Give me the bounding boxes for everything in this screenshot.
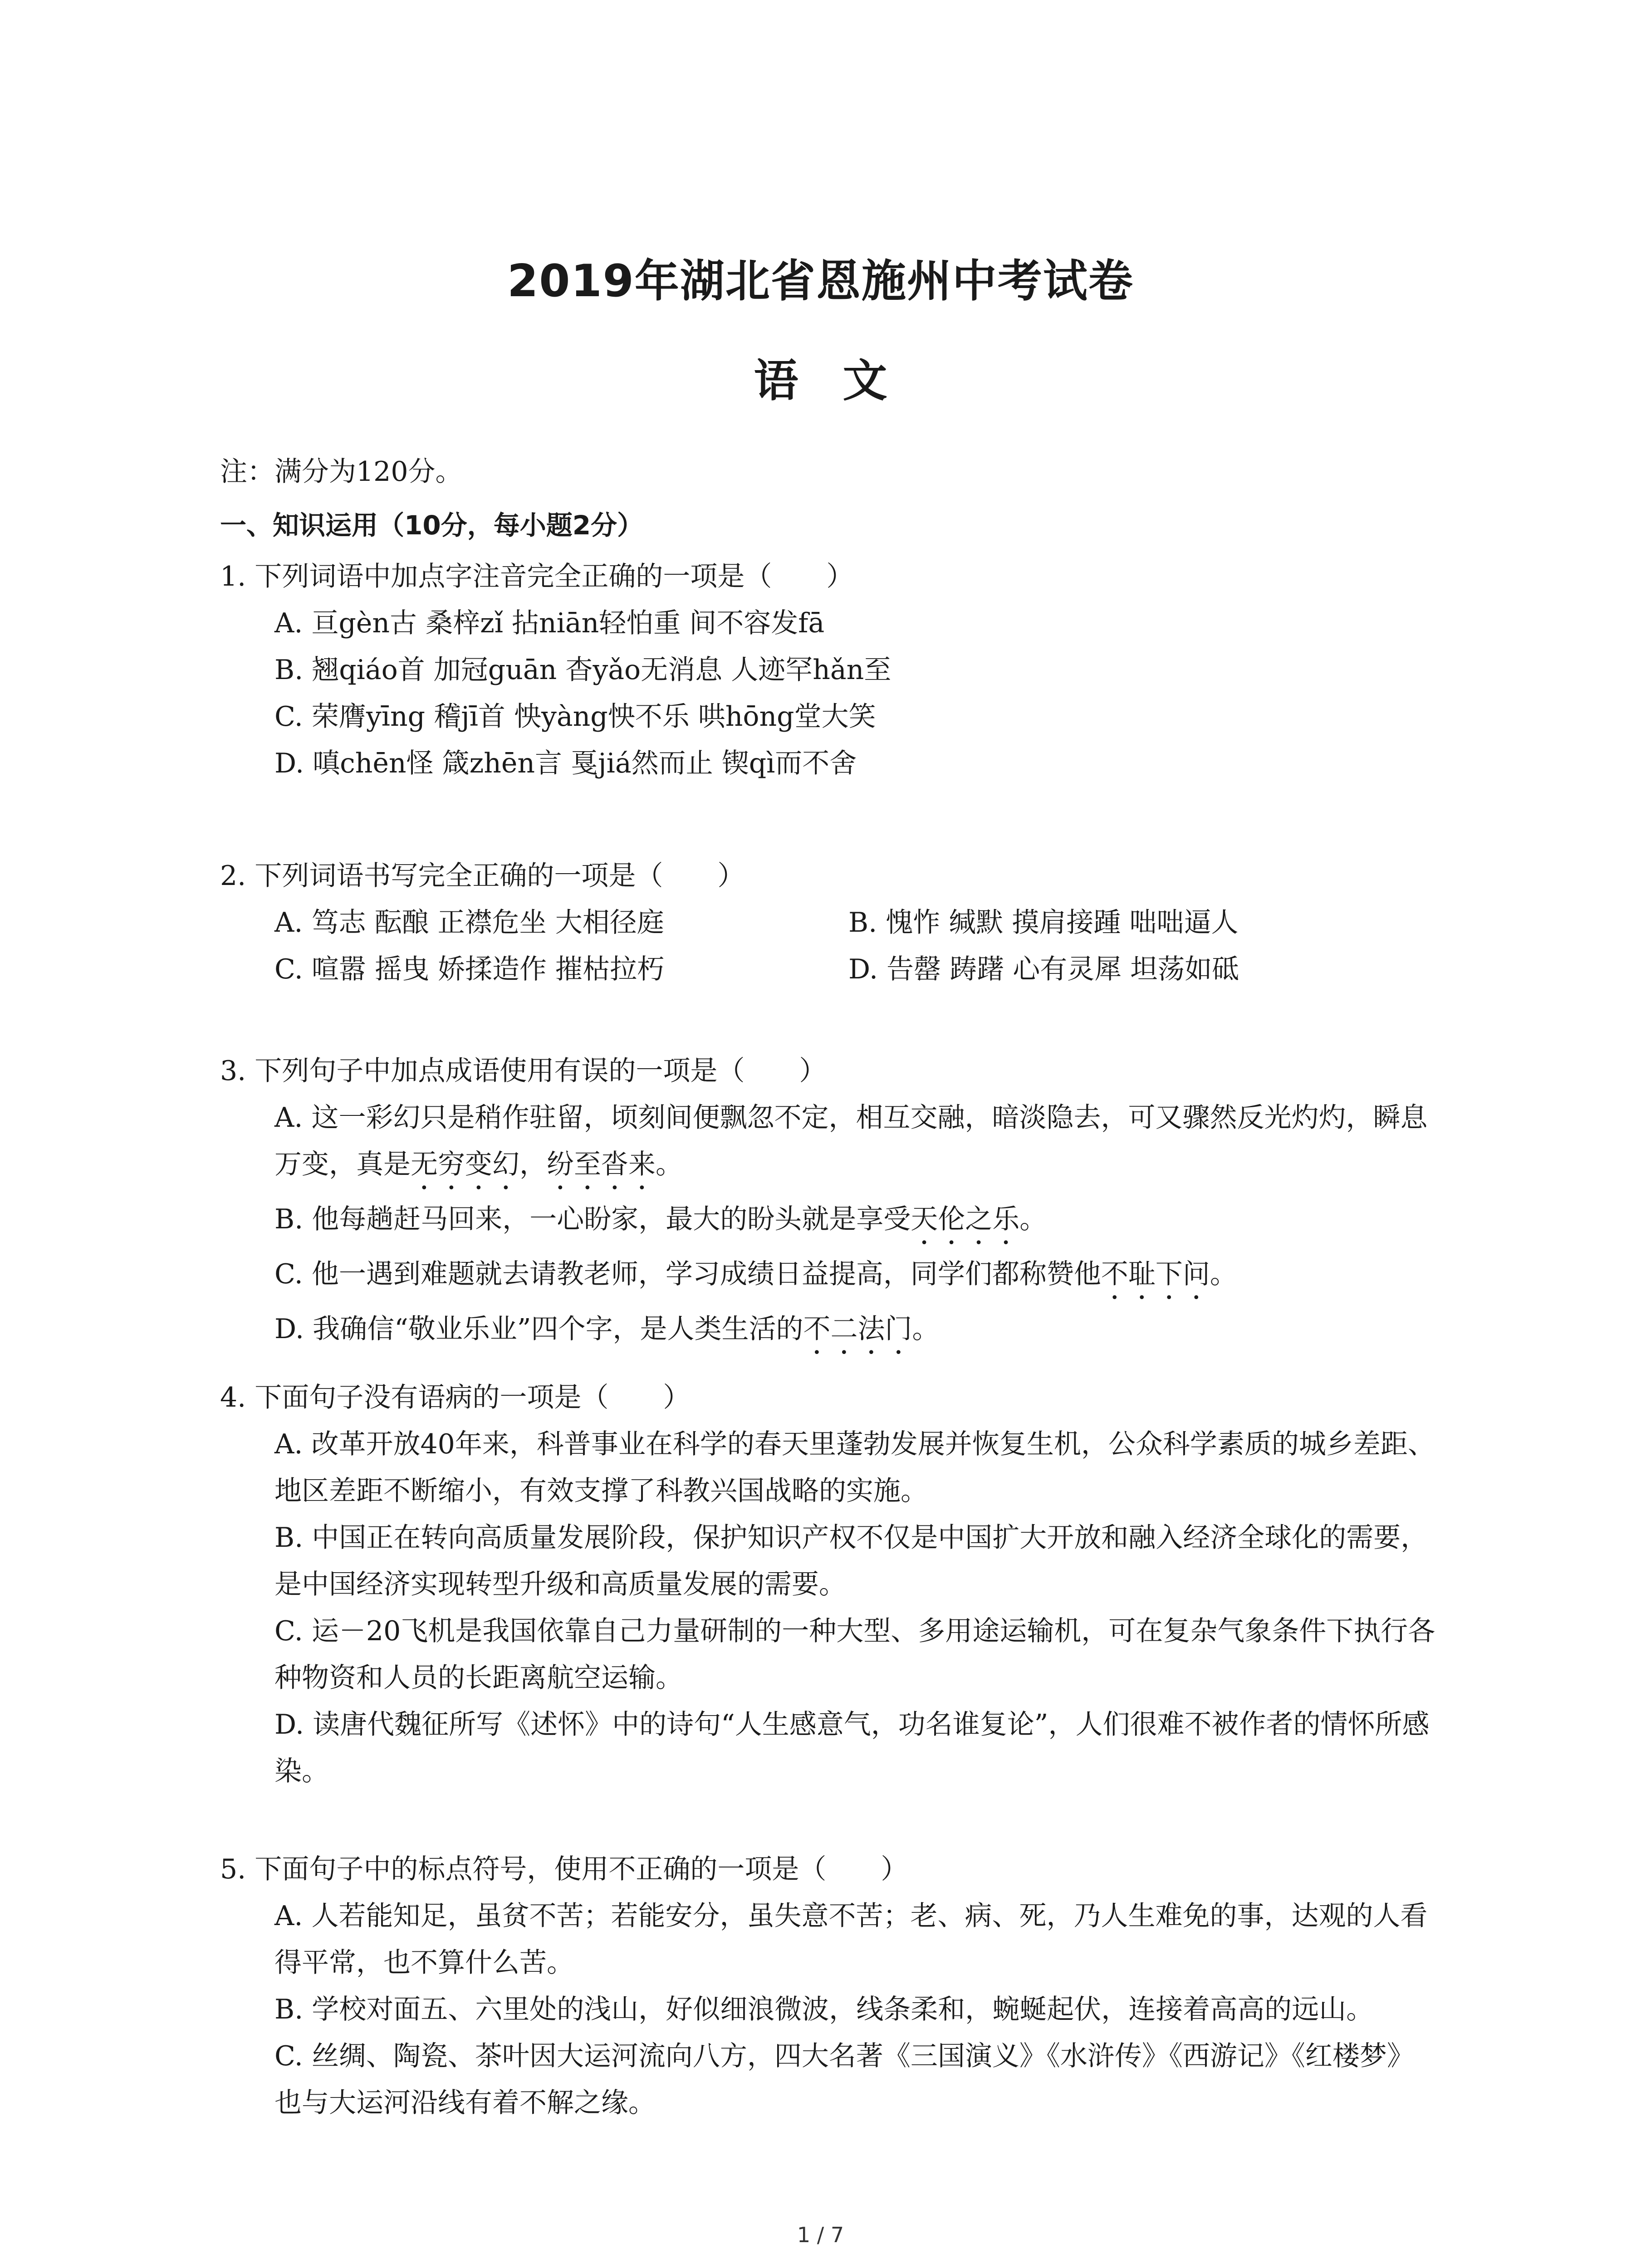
question-3 <box>220 1048 1436 1361</box>
question-stem: 1. 下列词语中加点字注音完全正确的一项是（ ） <box>220 561 854 592</box>
option-a <box>220 1095 1436 1196</box>
option-row <box>220 946 1436 993</box>
score-note: 注：满分为120分。 <box>220 456 463 488</box>
option-text: 。 <box>1019 1203 1047 1235</box>
option-c: C. 丝绸、陶瓷、茶叶因大运河流向八方，四大名著《三国演义》《水浒传》《西游记》《红楼梦》也与大运河沿线有着不解之缘。 <box>274 2040 1414 2119</box>
dotted-idiom: 不耻下问 <box>1101 1258 1210 1290</box>
option-a: A. 笃志 酝酿 正襟危坐 大相径庭 <box>274 907 664 938</box>
option-d <box>220 1306 1436 1361</box>
page-number: 1 / 7 <box>797 2223 844 2247</box>
option-d: D. 读唐代魏征所写《述怀》中的诗句“人生感意气，功名谁复论”，人们很难不被作者的情怀所感染。 <box>274 1709 1430 1787</box>
option-text: B. 他每趟赶马回来，一心盼家，最大的盼头就是享受 <box>274 1203 911 1235</box>
option-d: D. 告罄 踌躇 心有灵犀 坦荡如砥 <box>848 953 1239 985</box>
option-a: A. 亘gèn古 桑梓zǐ 拈niān轻怕重 间不容发fā <box>274 607 825 639</box>
option-c: C. 荣膺yīng 稽jī首 怏yàng怏不乐 哄hōng堂大笑 <box>274 701 876 733</box>
question-4 <box>220 1374 1436 1795</box>
question-2 <box>220 853 1436 993</box>
dotted-idiom: 天伦之乐 <box>911 1203 1020 1235</box>
option-text: A. 这一彩幻只是稍作驻留，顷刻间便飘忽不定，相互交融，暗淡隐去，可又骤然反光灼灼，瞬息万变，真是 <box>274 1102 1428 1180</box>
option-a: A. 改革开放40年来，科普事业在科学的春天里蓬勃发展并恢复生机，公众科学素质的城乡差距、地区差距不断缩小，有效支撑了科教兴国战略的实施。 <box>274 1428 1435 1507</box>
option-c <box>220 1251 1436 1306</box>
question-stem: 3. 下列句子中加点成语使用有误的一项是（ ） <box>220 1055 827 1087</box>
exam-title: 2019年湖北省恩施州中考试卷 <box>507 255 1134 307</box>
option-b <box>220 1196 1436 1251</box>
question-1 <box>220 553 1436 787</box>
option-text: 。 <box>1210 1258 1237 1290</box>
dotted-idiom: 无穷变幻，纷至沓来 <box>411 1149 656 1180</box>
option-b: B. 愧怍 缄默 摸肩接踵 咄咄逼人 <box>848 907 1239 938</box>
option-b: B. 翘qiáo首 加冠guān 杳yǎo无消息 人迹罕hǎn至 <box>274 654 892 686</box>
option-b: B. 学校对面五、六里处的浅山，好似细浪微波，线条柔和，蜿蜒起伏，连接着高高的远山。 <box>274 1994 1374 2025</box>
option-c: C. 运－20飞机是我国依靠自己力量研制的一种大型、多用途运输机，可在复杂气象条件下执行各种物资和人员的长距离航空运输。 <box>274 1615 1435 1694</box>
question-stem: 4. 下面句子没有语病的一项是（ ） <box>220 1382 691 1413</box>
option-text: 。 <box>656 1149 683 1180</box>
option-text: 。 <box>912 1313 940 1345</box>
option-c: C. 喧嚣 摇曳 娇揉造作 摧枯拉朽 <box>274 953 665 985</box>
option-d: D. 嗔chēn怪 箴zhēn言 戛jiá然而止 锲qì而不舍 <box>274 748 857 779</box>
option-text: D. 我确信“敬业乐业”四个字，是人类生活的 <box>274 1313 803 1345</box>
dotted-idiom: 不二法门 <box>803 1313 912 1345</box>
option-text: C. 他一遇到难题就去请教老师，学习成绩日益提高，同学们都称赞他 <box>274 1258 1101 1290</box>
section-heading: 一、知识运用（10分，每小题2分） <box>220 510 644 541</box>
option-row <box>220 899 1436 946</box>
subject-title: 语 文 <box>754 355 887 407</box>
question-stem: 5. 下面句子中的标点符号，使用不正确的一项是（ ） <box>220 1853 908 1885</box>
option-a: A. 人若能知足，虽贫不苦；若能安分，虽失意不苦；老、病、死，乃人生难免的事，达观的人看得平常，也不算什么苦。 <box>274 1900 1428 1979</box>
question-5 <box>220 1846 1436 2126</box>
option-b: B. 中国正在转向高质量发展阶段，保护知识产权不仅是中国扩大开放和融入经济全球化的需要，是中国经济实现转型升级和高质量发展的需要。 <box>274 1522 1428 1600</box>
question-stem: 2. 下列词语书写完全正确的一项是（ ） <box>220 860 745 892</box>
